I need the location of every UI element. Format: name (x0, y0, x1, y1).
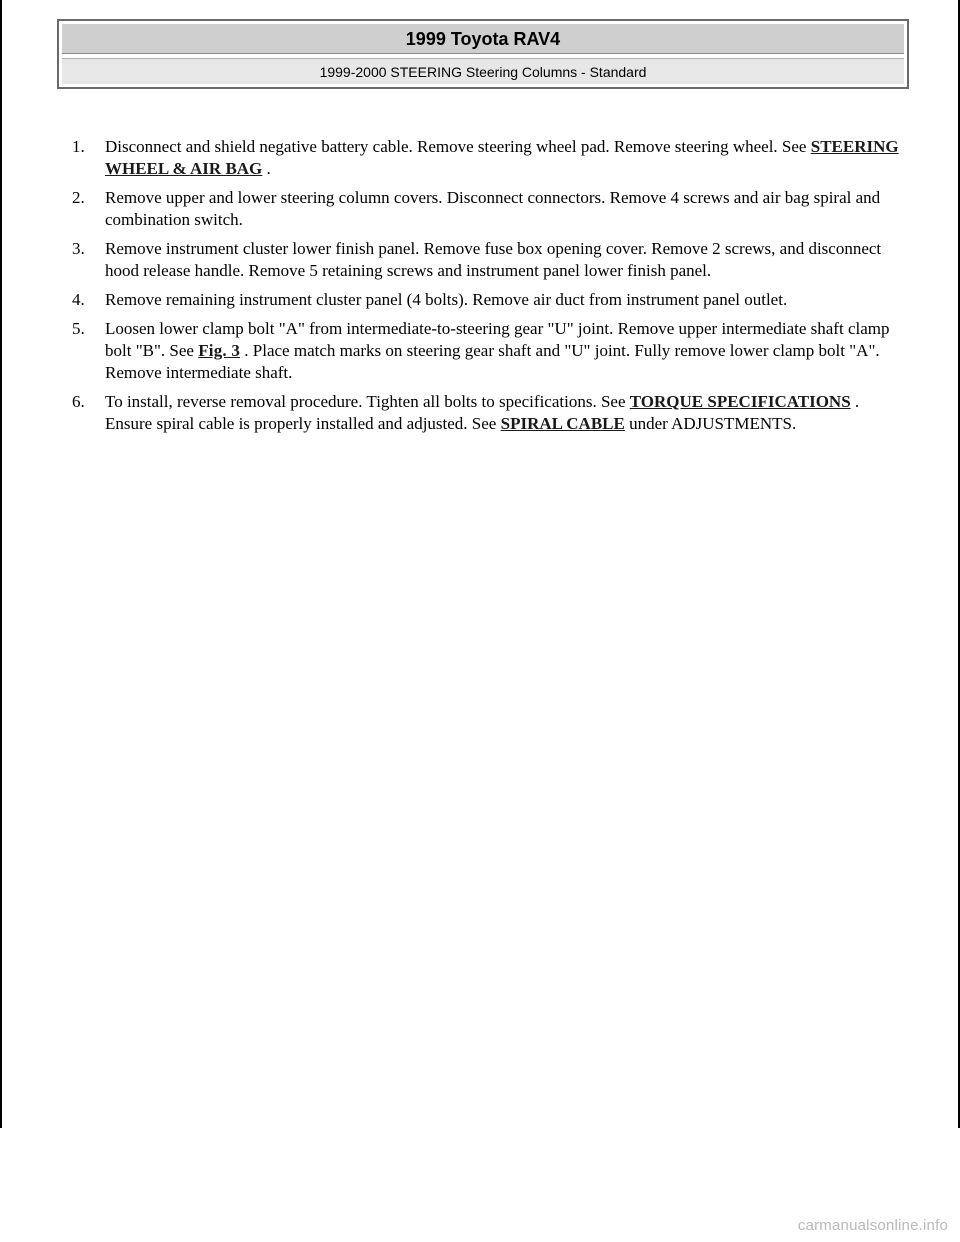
step-text: Remove remaining instrument cluster panel (4 bolts). Remove air duct from instrument panel outlet. (105, 290, 788, 309)
step-text: Remove instrument cluster lower finish panel. Remove fuse box opening cover. Remove 2 screws, and disconnect hood release handle. Remove 5 retaining screws and instrument panel lower finish panel. (105, 239, 882, 280)
procedure-step-6 (72, 391, 904, 435)
step-text: . Place match marks on steering gear shaft and "U" joint. Fully remove lower clamp bolt "A". Remove intermediate shaft. (105, 341, 880, 382)
fig-3-link[interactable]: Fig. 3 (198, 341, 241, 360)
step-number: 2. (72, 188, 85, 207)
step-text: Loosen lower clamp bolt "A" from intermediate-to-steering gear "U" joint. Remove upper intermediate shaft clamp bolt "B". See (105, 319, 890, 360)
page-left-border (0, 0, 2, 1128)
step-text: To install, reverse removal procedure. Tighten all bolts to specifications. See (105, 392, 630, 411)
procedure-step-1 (72, 136, 904, 180)
document-header (57, 19, 909, 89)
step-number: 3. (72, 239, 85, 258)
step-text: under ADJUSTMENTS. (624, 414, 797, 433)
step-number: 6. (72, 392, 85, 411)
step-text: Remove upper and lower steering column covers. Disconnect connectors. Remove 4 screws and air bag spiral and combination switch. (105, 188, 881, 229)
document-title: 1999 Toyota RAV4 (62, 24, 904, 54)
spiral-cable-link[interactable]: SPIRAL CABLE (500, 414, 625, 433)
steering-wheel-air-bag-link[interactable]: STEERING WHEEL & AIR BAG (105, 137, 899, 178)
procedure-step-4 (72, 289, 904, 311)
procedure-steps (72, 136, 904, 442)
watermark: carmanualsonline.info (797, 1217, 948, 1234)
step-number: 5. (72, 319, 85, 338)
document-subtitle: 1999-2000 STEERING Steering Columns - Standard (62, 58, 904, 84)
step-number: 4. (72, 290, 85, 309)
procedure-step-2 (72, 187, 904, 231)
step-text: . Ensure spiral cable is properly installed and adjusted. See (105, 392, 860, 433)
step-text: . (262, 159, 271, 178)
step-text: Disconnect and shield negative battery cable. Remove steering wheel pad. Remove steering wheel. See (105, 137, 811, 156)
procedure-step-3 (72, 238, 904, 282)
procedure-step-5 (72, 318, 904, 384)
torque-specifications-link[interactable]: TORQUE SPECIFICATIONS (629, 392, 851, 411)
step-number: 1. (72, 137, 85, 156)
